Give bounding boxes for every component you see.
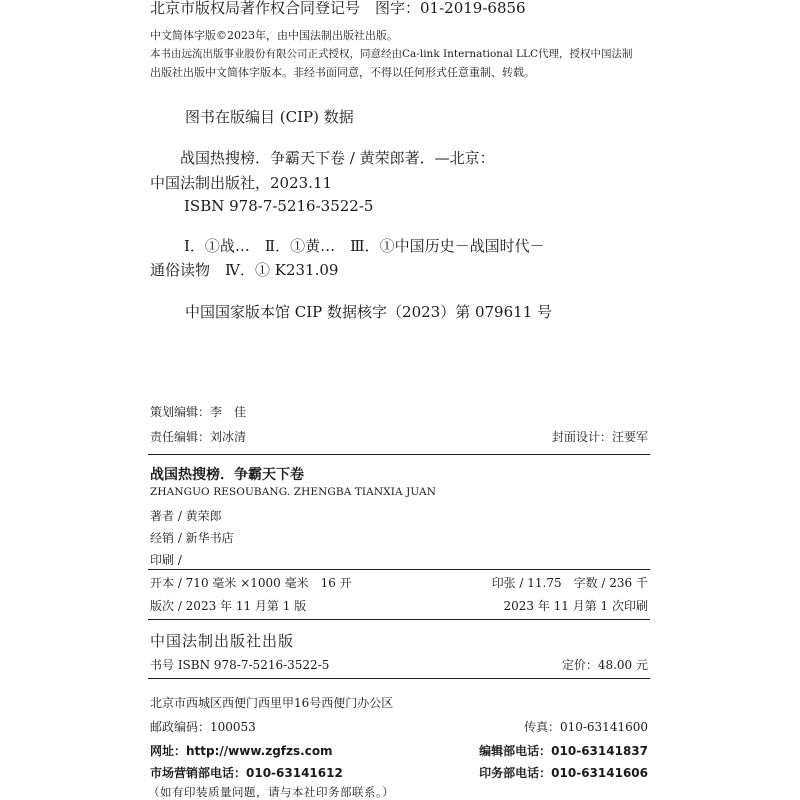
copyright-notice-1: 中文简体字版©2023年，由中国法制出版社出版。 <box>150 29 398 42</box>
printing-phone: 印务部电话：010-63141606 <box>479 766 648 780</box>
book-format: 开本 / 710 毫米 ×1000 毫米 16 开 <box>150 576 352 590</box>
book-title: 战国热搜榜．争霸天下卷 <box>150 467 304 483</box>
copyright-notice-2: 本书由远流出版事业股份有限公司正式授权，同意经由Ca-link International LLC代理，授权中国法制 <box>150 48 633 60</box>
book-number: 书号 ISBN 978-7-5216-3522-5 <box>150 658 330 672</box>
responsible-editor: 责任编辑：刘冰清 <box>150 430 247 444</box>
editorial-phone: 编辑部电话：010-63141837 <box>479 744 648 758</box>
cover-designer: 封面设计：汪要军 <box>551 430 648 444</box>
cip-line-1: 战国热搜榜．争霸天下卷 / 黄荣郎著．—北京： <box>180 149 495 167</box>
fax: 传真：010-63141600 <box>523 720 648 734</box>
quality-note: （如有印装质量问题，请与本社印务部联系。） <box>148 785 395 799</box>
book-author: 著者 / 黄荣郎 <box>150 509 222 523</box>
divider-line <box>148 454 650 455</box>
publisher-address: 北京市西城区西便门西里甲16号西便门办公区 <box>150 696 394 710</box>
cip-line-5: 通俗读物 Ⅳ．① K231.09 <box>150 261 339 279</box>
book-edition: 版次 / 2023 年 11 月第 1 版 <box>150 599 307 613</box>
book-sheets: 印张 / 11.75 字数 / 236 千 <box>491 576 648 590</box>
cip-line-2: 中国法制出版社，2023.11 <box>150 174 333 192</box>
copyright-registration: 北京市版权局著作权合同登记号 图字：01-2019-6856 <box>150 0 526 17</box>
marketing-phone: 市场营销部电话：010-63141612 <box>150 766 343 780</box>
book-printing: 2023 年 11 月第 1 次印刷 <box>503 599 648 613</box>
divider-line <box>148 619 650 620</box>
divider-line <box>148 569 650 570</box>
book-price: 定价：48.00 元 <box>561 658 648 672</box>
cip-line-3: ISBN 978-7-5216-3522-5 <box>184 197 374 215</box>
book-title-pinyin: ZHANGUO RESOUBANG. ZHENGBA TIANXIA JUAN <box>150 486 436 498</box>
postcode: 邮政编码：100053 <box>150 720 256 734</box>
publisher-name: 中国法制出版社出版 <box>150 632 295 650</box>
cip-record: 中国国家版本馆 CIP 数据核字（2023）第 079611 号 <box>185 303 553 321</box>
cip-heading: 图书在版编目 (CIP) 数据 <box>185 108 354 126</box>
book-distributor: 经销 / 新华书店 <box>150 531 234 545</box>
website: 网址：http://www.zgfzs.com <box>150 744 333 758</box>
divider-line <box>148 678 650 679</box>
cip-line-4: Ⅰ．①战… Ⅱ．①黄… Ⅲ．①中国历史－战国时代－ <box>184 237 545 255</box>
copyright-notice-3: 出版社出版中文简体字版本。非经书面同意，不得以任何形式任意重制、转载。 <box>150 66 535 79</box>
book-printer: 印刷 / <box>150 553 182 567</box>
planning-editor: 策划编辑：李 佳 <box>150 405 247 419</box>
